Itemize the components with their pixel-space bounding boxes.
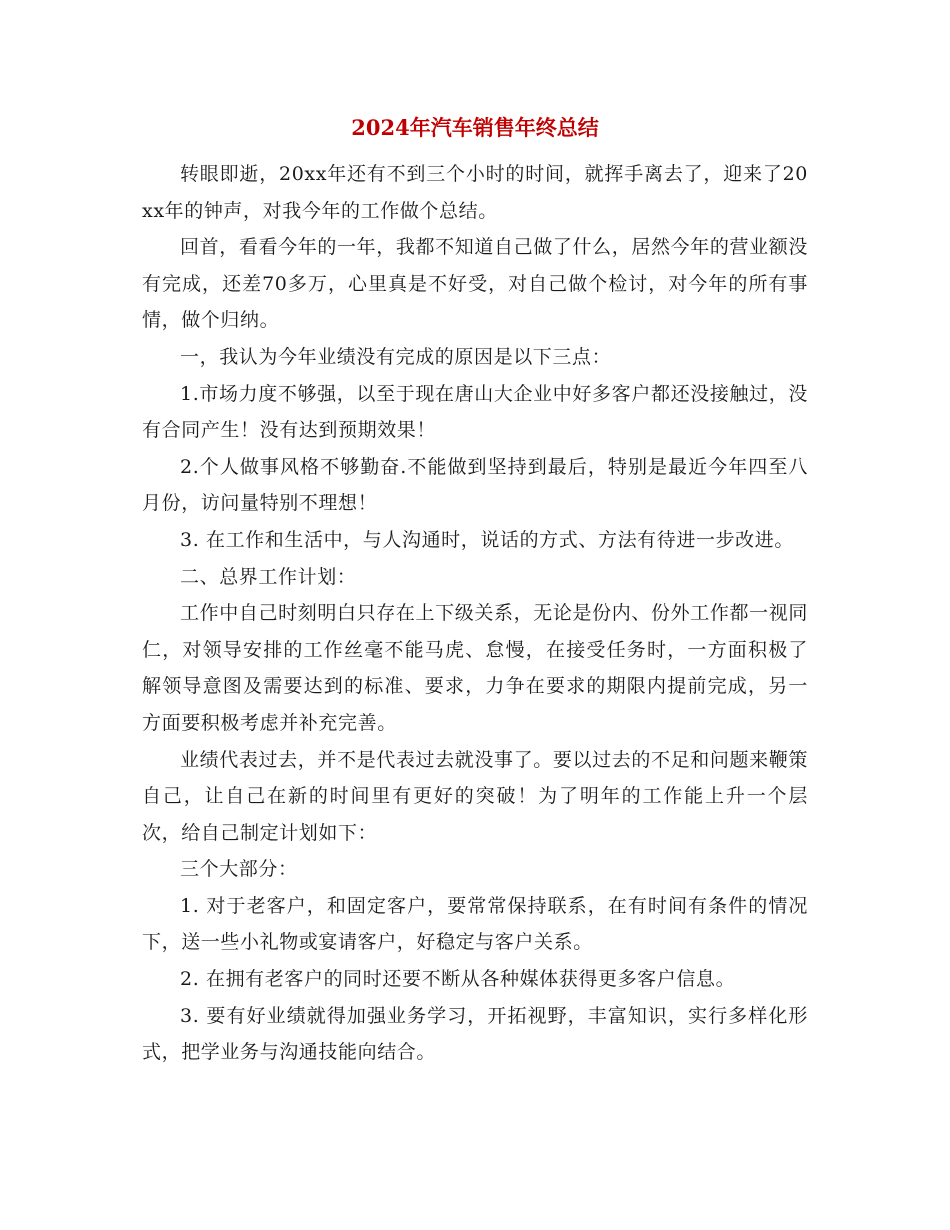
document-body xyxy=(142,156,808,1071)
list-item: 3. 要有好业绩就得加强业务学习，开拓视野，丰富知识，实行多样化形式，把学业务与沟通技能向结合。 xyxy=(142,1004,808,1064)
list-item: 2.个人做事风格不够勤奋.不能做到坚持到最后，特别是最近今年四至八月份，访问量特别不理想！ xyxy=(142,455,808,515)
paragraph: 转眼即逝，20xx年还有不到三个小时的时间，就挥手离去了，迎来了20xx年的钟声，对我今年的工作做个总结。 xyxy=(142,163,808,222)
list-item: 1.市场力度不够强，以至于现在唐山大企业中好多客户都还没接触过，没有合同产生！没有达到预期效果！ xyxy=(142,382,808,442)
list-item: 1. 对于老客户，和固定客户，要常常保持联系，在有时间有条件的情况下，送一些小礼物或宴请客户，好稳定与客户关系。 xyxy=(142,894,808,954)
paragraph: 工作中自己时刻明白只存在上下级关系，无论是份内、份外工作都一视同仁，对领导安排的工作丝毫不能马虎、怠慢，在接受任务时，一方面积极了解领导意图及需要达到的标准、要求，力争在要求的期限内提前完成，另一方面要积极考虑并补充完善。 xyxy=(142,602,808,734)
section-heading: 一，我认为今年业绩没有完成的原因是以下三点： xyxy=(180,345,612,368)
list-item: 3. 在工作和生活中，与人沟通时，说话的方式、方法有待进一步改进。 xyxy=(180,528,794,551)
list-item: 2. 在拥有老客户的同时还要不断从各种媒体获得更多客户信息。 xyxy=(180,968,736,991)
paragraph: 业绩代表过去，并不是代表过去就没事了。要以过去的不足和问题来鞭策自己，让自己在新的时间里有更好的突破！为了明年的工作能上升一个层次，给自己制定计划如下： xyxy=(142,748,808,844)
section-heading: 三个大部分： xyxy=(180,858,298,881)
document-title: 2024年汽车销售年终总结 xyxy=(351,115,599,140)
section-heading: 二、总界工作计划： xyxy=(180,565,357,588)
paragraph: 回首，看看今年的一年，我都不知道自己做了什么，居然今年的营业额没有完成，还差70多万，心里真是不好受，对自己做个检讨，对今年的所有事情，做个归纳。 xyxy=(142,236,808,332)
